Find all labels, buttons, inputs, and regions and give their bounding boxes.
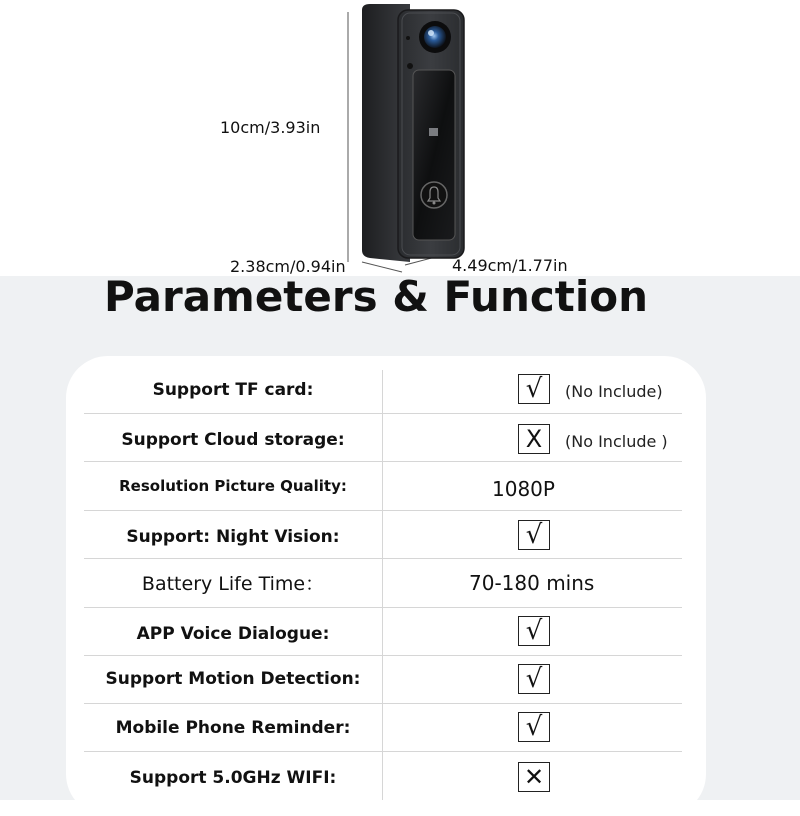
video-doorbell-icon: [340, 0, 480, 275]
param-label: APP Voice Dialogue:: [136, 624, 330, 644]
height-dimension: 10cm/3.93in: [220, 118, 321, 137]
param-label: Support TF card:: [152, 380, 314, 400]
section-title: Parameters & Function: [104, 272, 648, 321]
row-divider: [84, 510, 682, 511]
check-icon: √: [518, 712, 550, 742]
param-value: 70-180 mins: [469, 571, 595, 595]
param-label: Support 5.0GHz WIFI:: [129, 768, 337, 788]
row-divider: [84, 558, 682, 559]
table-divider: [382, 370, 383, 800]
param-label: Mobile Phone Reminder:: [115, 718, 351, 738]
param-value: 1080P: [492, 477, 555, 501]
param-label: Battery Life Time：: [141, 573, 325, 595]
row-divider: [84, 751, 682, 752]
cross-icon: X: [518, 424, 550, 454]
depth-dimension: 2.38cm/0.94in: [230, 257, 346, 276]
param-label: Support Motion Detection:: [105, 669, 361, 689]
row-divider: [84, 655, 682, 656]
check-icon: √: [518, 616, 550, 646]
row-divider: [84, 461, 682, 462]
param-label: Support Cloud storage:: [121, 430, 345, 450]
param-note: (No Include ): [565, 432, 668, 451]
check-icon: √: [518, 520, 550, 550]
cross-icon: ✕: [518, 762, 550, 792]
param-label: Support: Night Vision:: [126, 527, 340, 547]
param-note: (No Include): [565, 382, 663, 401]
check-icon: √: [518, 664, 550, 694]
width-dimension: 4.49cm/1.77in: [452, 256, 568, 275]
row-divider: [84, 703, 682, 704]
check-icon: √: [518, 374, 550, 404]
row-divider: [84, 607, 682, 608]
row-divider: [84, 413, 682, 414]
param-label: Resolution Picture Quality:: [119, 477, 347, 495]
